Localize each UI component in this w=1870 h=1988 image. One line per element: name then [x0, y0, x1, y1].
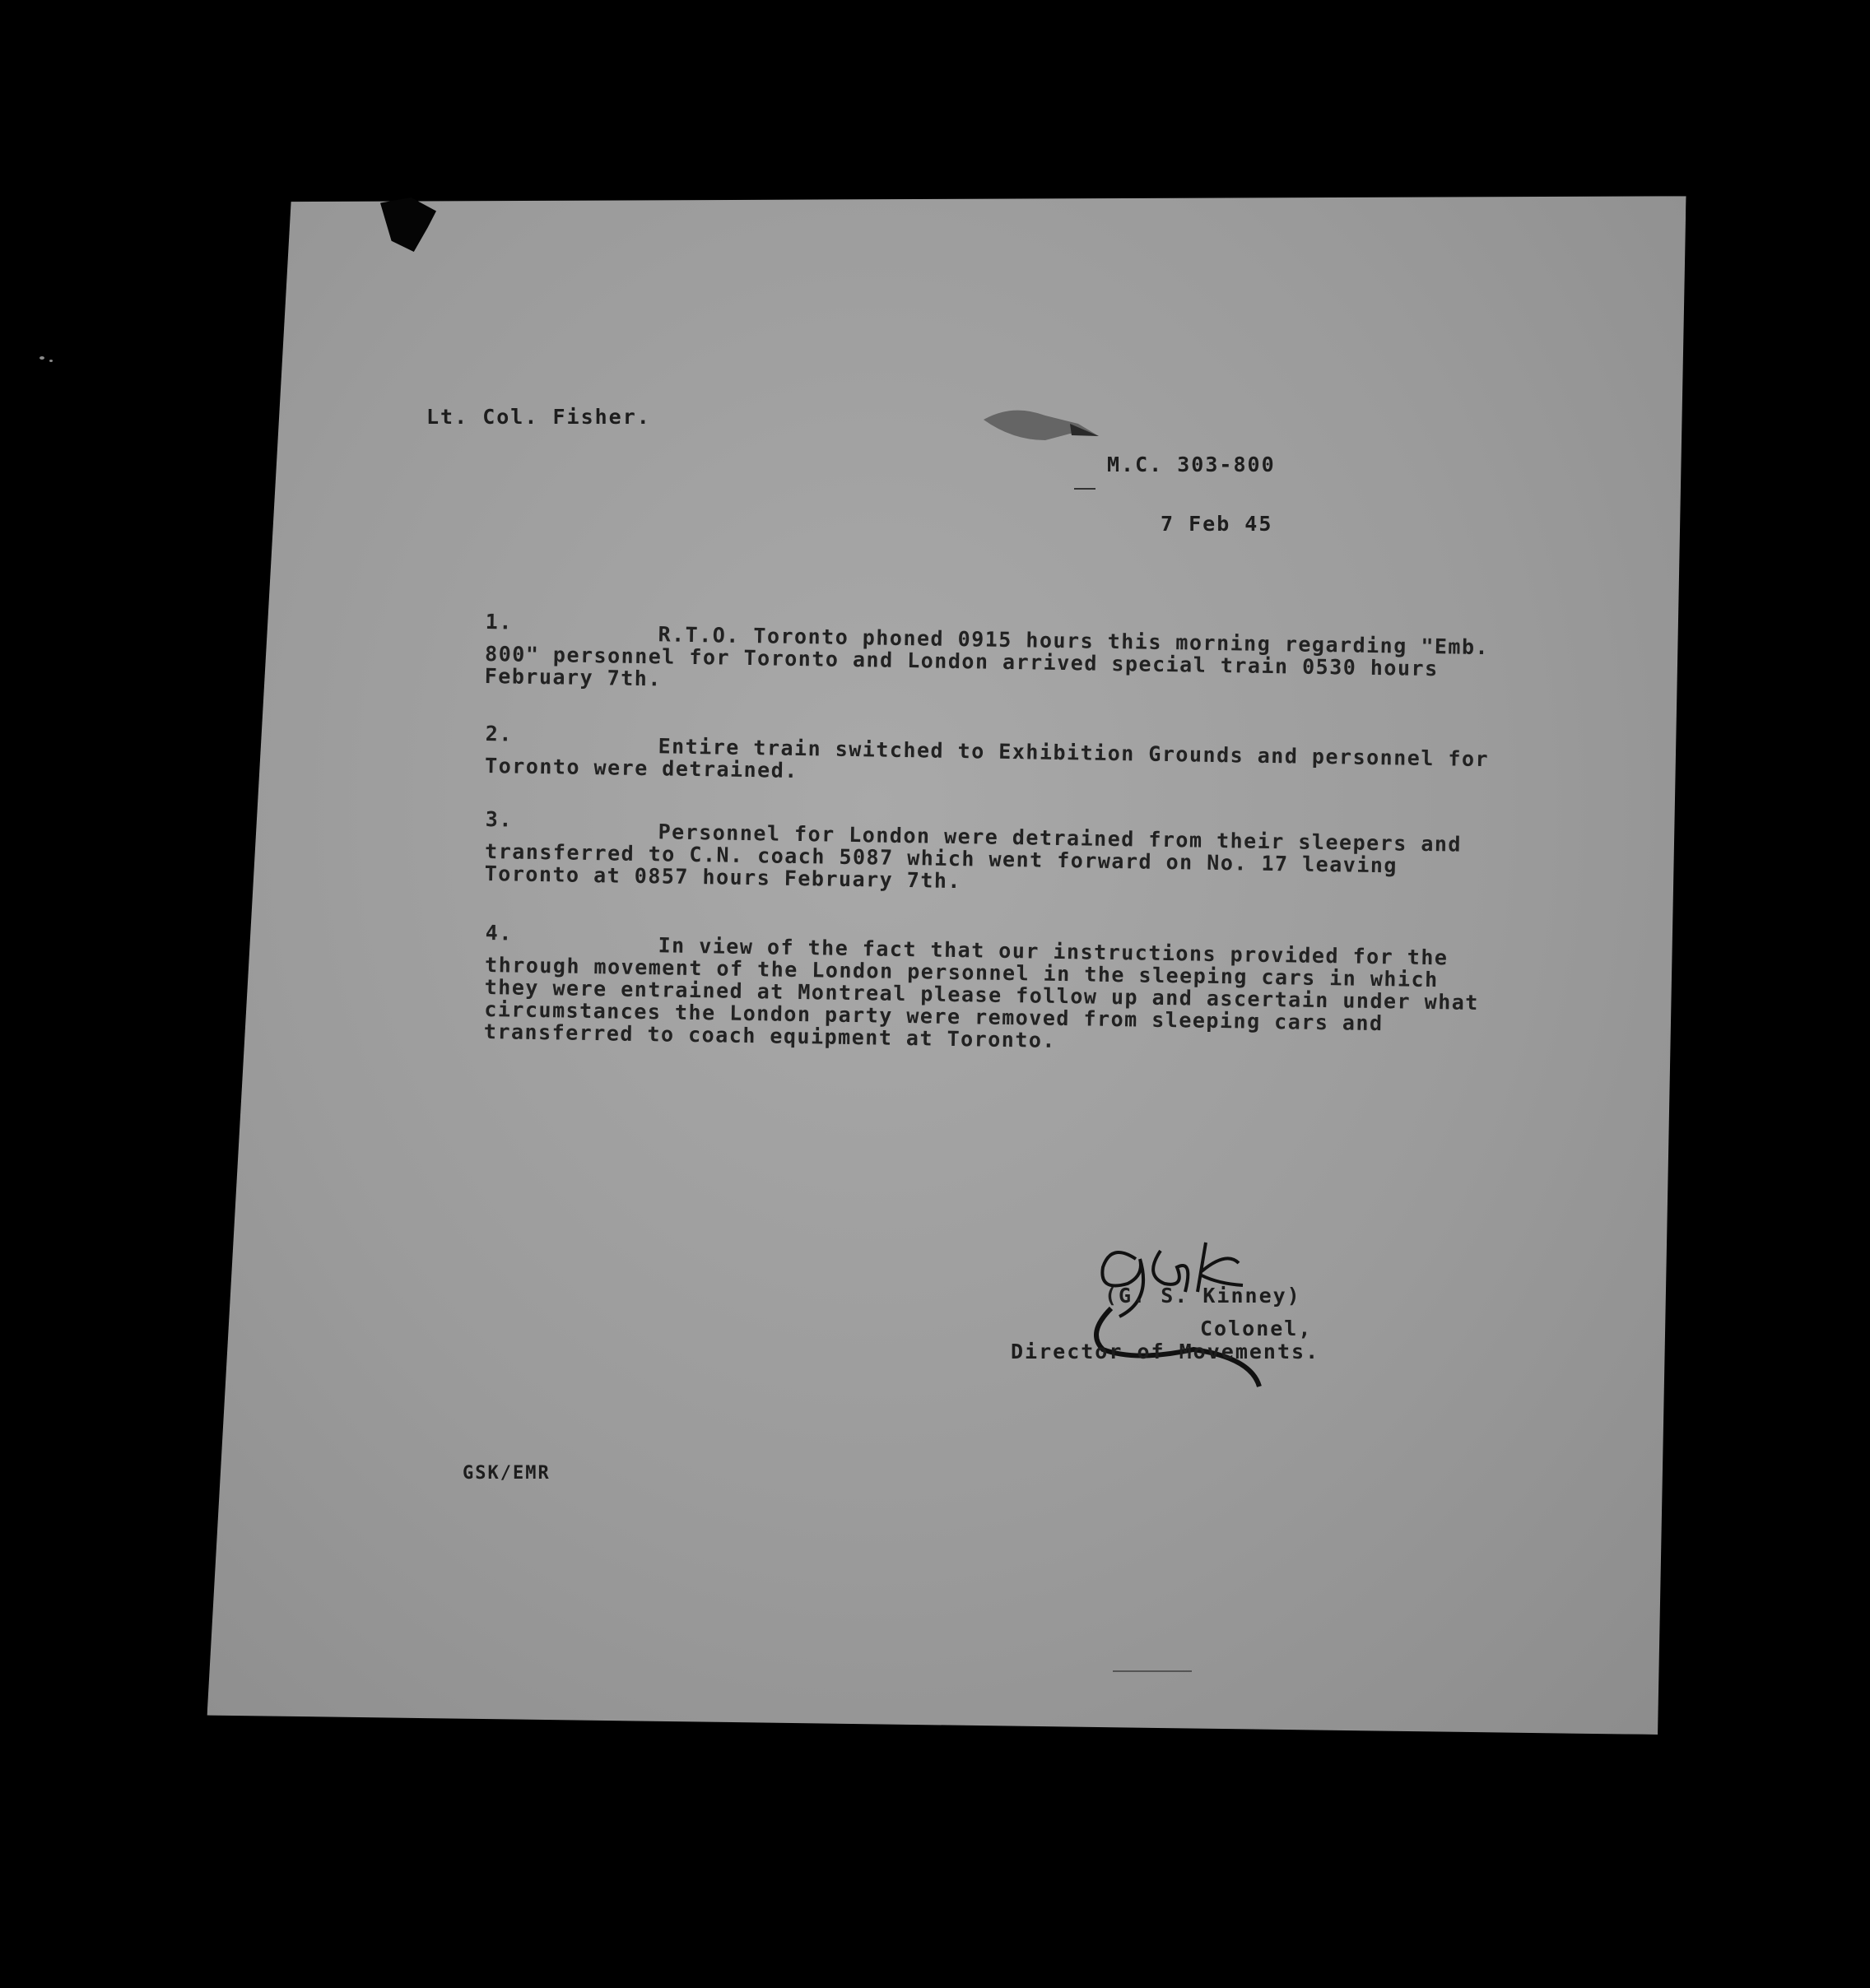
paragraph-3 [485, 808, 1506, 900]
signatory-title: Director of Movements. [1011, 1340, 1320, 1363]
ink-mark [1074, 488, 1095, 490]
ink-mark [1113, 1670, 1192, 1672]
paragraph-4 [484, 922, 1506, 1058]
addressee: Lt. Col. Fisher. [426, 405, 651, 429]
paragraph-1 [485, 611, 1506, 703]
paragraph-number: 1. [485, 610, 514, 634]
typist-initials: GSK/EMR [463, 1463, 551, 1484]
signatory-rank: Colonel, [1200, 1317, 1313, 1340]
paragraph-text: Entire train switched to Exhibition Grounds and personnel for Toronto were detrained. [484, 734, 1490, 783]
paragraph-text: Personnel for London were detrained from their sleepers and transferred to C.N. coach 5087 which went forward on No. 17 leaving Toronto at 0857 hours February 7th. [484, 820, 1463, 894]
scan-speck [49, 360, 53, 362]
document-date: 7 Feb 45 [1161, 512, 1273, 536]
paragraph-number: 3. [485, 807, 514, 832]
paragraph-number: 4. [485, 921, 514, 945]
signatory-name: (G. S. Kinney) [1105, 1284, 1301, 1308]
scan-speck [40, 356, 44, 360]
paragraph-number: 2. [485, 722, 514, 746]
paragraph-text: R.T.O. Toronto phoned 0915 hours this morning regarding "Emb. 800" personnel for Toronto and London arrived special train 0530 hours February 7th. [484, 622, 1490, 691]
ink-smudge [979, 399, 1103, 448]
paragraph-text: In view of the fact that our instructions provided for the through movement of the London personnel in the sleeping cars in which they were entrained at Montreal please follow up and ascertain under what circumstances the London party were removed from sleeping cars and transferred to coach equipment at Toronto. [483, 933, 1480, 1052]
reference-number: M.C. 303-800 [1107, 453, 1276, 476]
